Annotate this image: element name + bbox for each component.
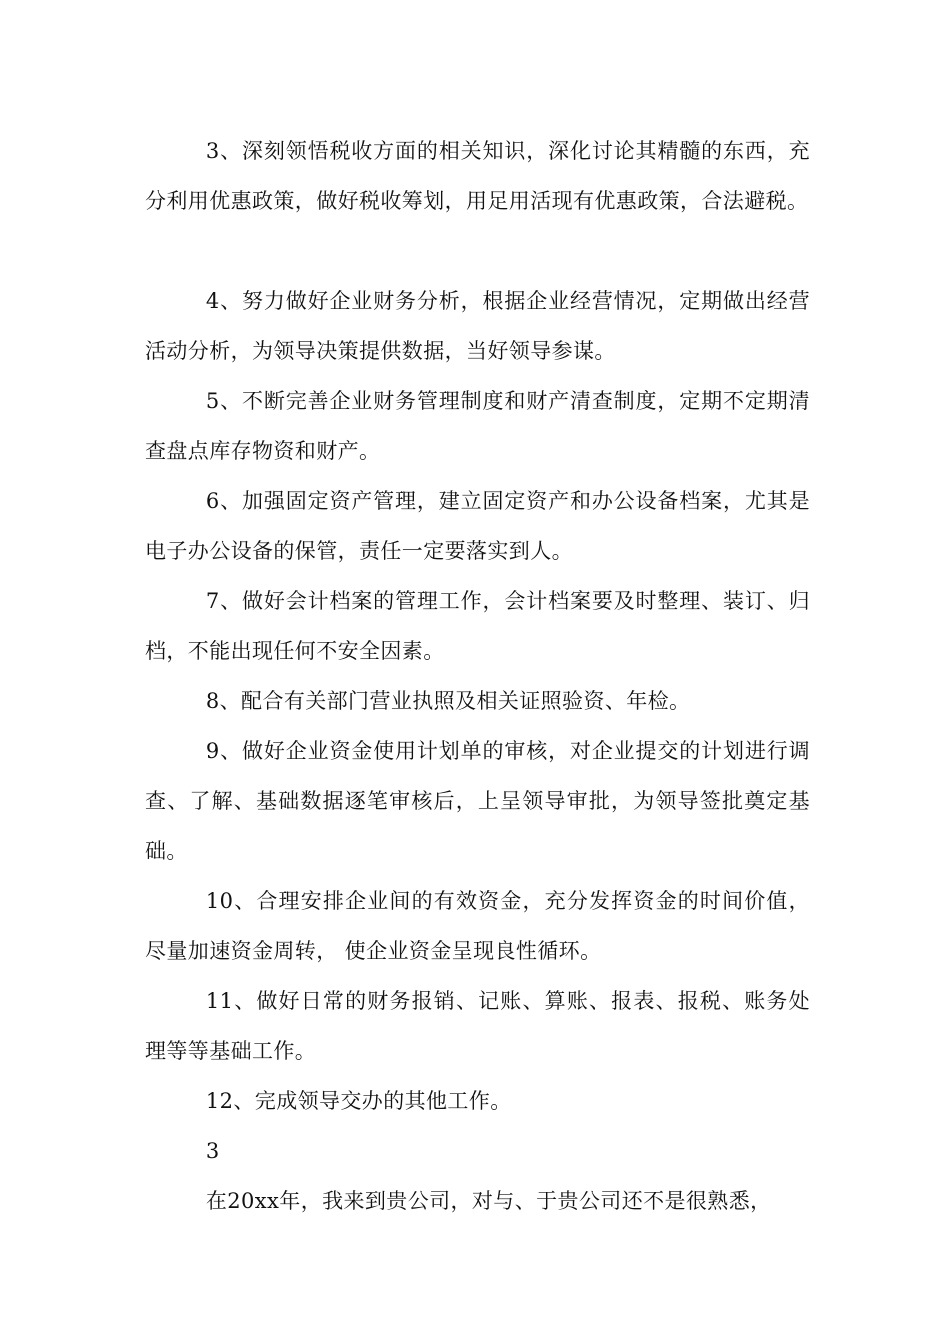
- paragraph-item-10: 10、合理安排企业间的有效资金，充分发挥资金的时间价值，尽量加速资金周转， 使企业资金呈现良性循环。: [145, 889, 810, 963]
- paragraph-item-6: 6、加强固定资产管理，建立固定资产和办公设备档案，尤其是电子办公设备的保管，责任一定要落实到人。: [145, 489, 810, 563]
- paragraph-item-4: 4、努力做好企业财务分析，根据企业经营情况，定期做出经营活动分析，为领导决策提供数据，当好领导参谋。: [145, 289, 810, 363]
- paragraph-intro: 在20xx年，我来到贵公司，对与、于贵公司还不是很熟悉，: [205, 1189, 772, 1213]
- paragraph-item-11: 11、做好日常的财务报销、记账、算账、报表、报税、账务处理等等基础工作。: [145, 989, 810, 1063]
- paragraph-item-12: 12、完成领导交办的其他工作。: [205, 1089, 512, 1113]
- paragraph-item-9: 9、做好企业资金使用计划单的审核，对企业提交的计划进行调查、了解、基础数据逐笔审核后，上呈领导审批，为领导签批奠定基础。: [145, 739, 810, 863]
- paragraph-item-7: 7、做好会计档案的管理工作，会计档案要及时整理、装订、归档，不能出现任何不安全因素。: [145, 589, 810, 663]
- paragraph-item-8: 8、配合有关部门营业执照及相关证照验资、年检。: [205, 689, 691, 713]
- paragraph-item-5: 5、不断完善企业财务管理制度和财产清查制度，定期不定期清查盘点库存物资和财产。: [145, 389, 810, 463]
- paragraph-item-3: 3、深刻领悟税收方面的相关知识，深化讨论其精髓的东西，充分利用优惠政策，做好税收筹划，用足用活现有优惠政策，合法避税。: [145, 139, 810, 213]
- section-number: 3: [205, 1139, 220, 1163]
